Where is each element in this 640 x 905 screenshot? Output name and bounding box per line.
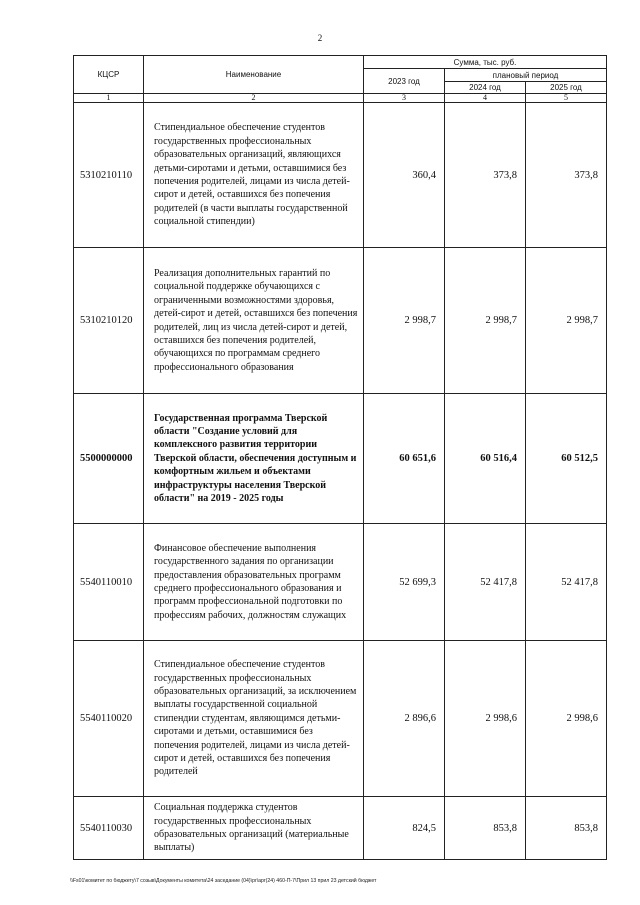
row-name: Социальная поддержка студентов государственных профессиональных образовательных организаций (материальные выплаты) (144, 797, 364, 860)
row-code: 5540110020 (74, 641, 144, 797)
row-name: Стипендиальное обеспечение студентов государственных профессиональных образовательных организаций, за исключением выплаты государственной социальной стипендии студентам, являющимся детьми-сиротами и детьми, оставшимися без попечения родителей, лицами из числа детей-сирот и детей, оставшихся без попечения родителей (144, 641, 364, 797)
row-value-2024: 853,8 (445, 797, 526, 860)
table-row (74, 797, 607, 860)
table-row (74, 103, 607, 248)
table-row (74, 524, 607, 641)
header-2025: 2025 год (526, 82, 607, 94)
row-code: 5310210110 (74, 103, 144, 248)
row-code: 5500000000 (74, 394, 144, 524)
row-name: Государственная программа Тверской области "Создание условий для комплексного развития территории Тверской области, обеспечения доступным и комфортным жильем и объектами инфраструктуры населения Тверской области" на 2019 - 2025 годы (144, 394, 364, 524)
row-value-2024: 2 998,7 (445, 248, 526, 394)
row-value-2025: 2 998,7 (526, 248, 607, 394)
header-code: КЦСР (74, 56, 144, 94)
row-name: Реализация дополнительных гарантий по социальной поддержке обучающихся с ограниченными возможностями здоровья, детей-сирот и детей, оставшихся без попечения родителей, лиц из числа детей-сирот и детей, оставшихся без попечения родителей, обучающихся по программам среднего профессионального образования (144, 248, 364, 394)
table-row (74, 248, 607, 394)
row-value-2023: 360,4 (364, 103, 445, 248)
column-index: 1 (74, 94, 144, 103)
row-value-2024: 60 516,4 (445, 394, 526, 524)
table-row (74, 394, 607, 524)
column-index: 2 (144, 94, 364, 103)
row-value-2023: 824,5 (364, 797, 445, 860)
header-sum: Сумма, тыс. руб. (364, 56, 607, 69)
row-value-2023: 2 896,6 (364, 641, 445, 797)
row-value-2023: 2 998,7 (364, 248, 445, 394)
row-value-2024: 2 998,6 (445, 641, 526, 797)
row-code: 5540110010 (74, 524, 144, 641)
row-value-2024: 52 417,8 (445, 524, 526, 641)
budget-table (73, 55, 607, 860)
column-index: 5 (526, 94, 607, 103)
column-index: 3 (364, 94, 445, 103)
page-number: 2 (317, 33, 323, 43)
row-value-2025: 52 417,8 (526, 524, 607, 641)
header-plan-period: плановый период (445, 69, 607, 82)
row-code: 5540110030 (74, 797, 144, 860)
table-row (74, 641, 607, 797)
row-value-2023: 52 699,3 (364, 524, 445, 641)
file-path-footer: \\Fs01\комитет по бюджету\7 созыв\Документы комитета\24 заседание (04)\pr\apr(24) 460-П-7\Прил 13 прил 23 детский бюджет (70, 878, 377, 884)
row-value-2024: 373,8 (445, 103, 526, 248)
row-value-2025: 2 998,6 (526, 641, 607, 797)
row-value-2025: 60 512,5 (526, 394, 607, 524)
row-code: 5310210120 (74, 248, 144, 394)
column-index-row (74, 94, 607, 103)
header-2023: 2023 год (364, 69, 445, 94)
row-value-2023: 60 651,6 (364, 394, 445, 524)
row-value-2025: 373,8 (526, 103, 607, 248)
row-name: Стипендиальное обеспечение студентов государственных профессиональных образовательных организаций, являющихся детьми-сиротами и детьми, оставшимися без попечения родителей, лицами из числа детей-сирот и детей, оставшихся без попечения родителей (в части выплаты государственной социальной стипендии) (144, 103, 364, 248)
column-index: 4 (445, 94, 526, 103)
row-name: Финансовое обеспечение выполнения государственного задания по организации предоставления образовательных программ среднего профессионального образования и программ профессиональной подготовки по профессиям рабочих, должностям служащих (144, 524, 364, 641)
row-value-2025: 853,8 (526, 797, 607, 860)
header-name: Наименование (144, 56, 364, 94)
header-2024: 2024 год (445, 82, 526, 94)
